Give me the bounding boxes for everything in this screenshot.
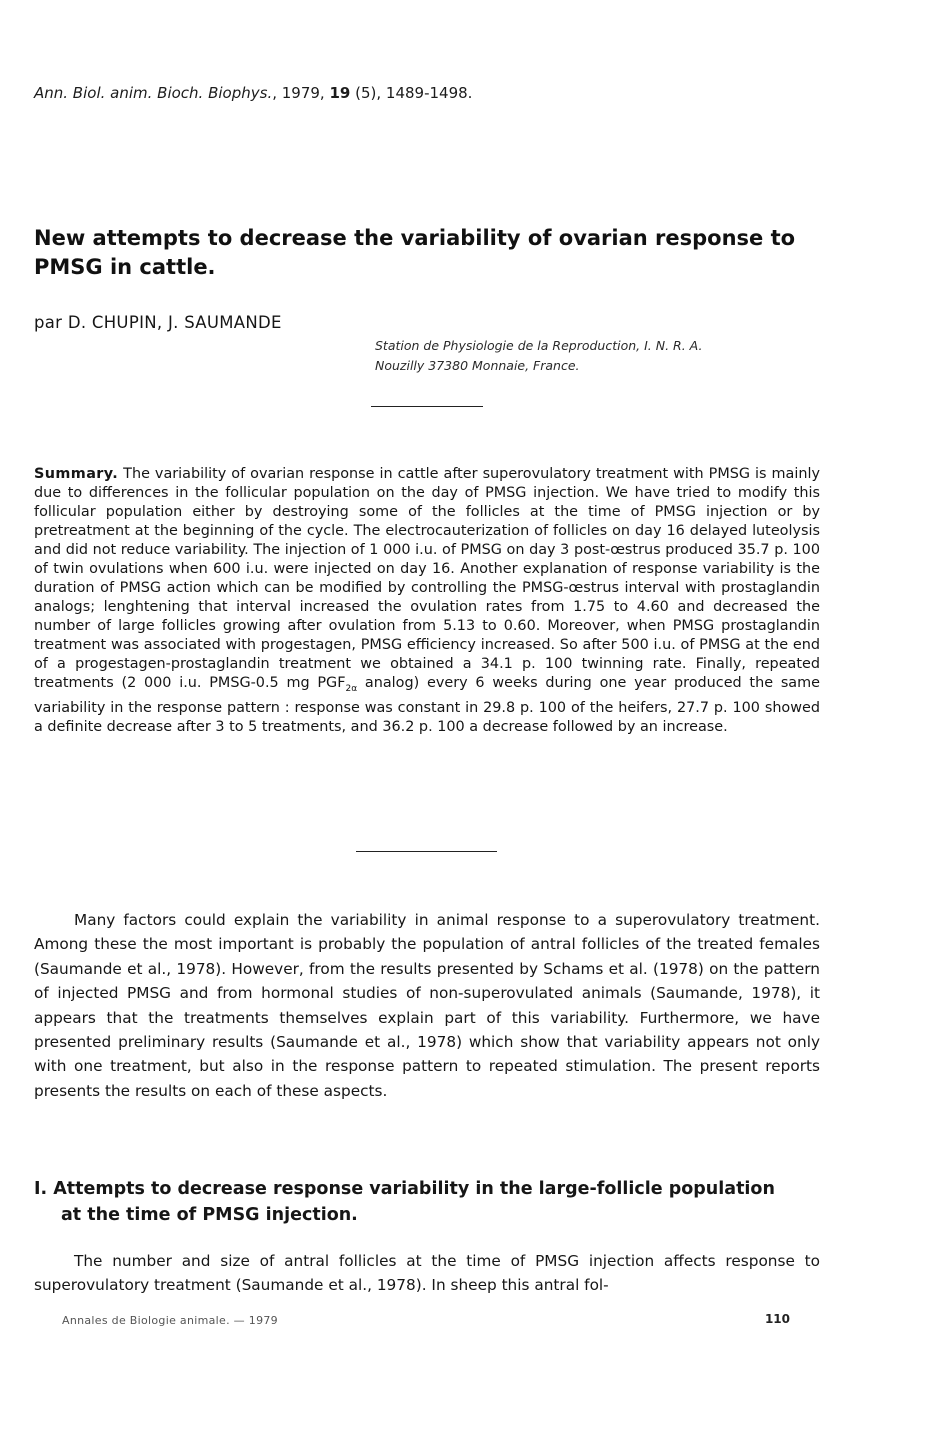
section-heading — [34, 1176, 834, 1228]
section-number: I. — [34, 1179, 48, 1199]
affiliation-line-1: Station de Physiologie de la Reproduction, I. N. R. A. — [375, 338, 703, 353]
summary-text-part1: The variability of ovarian response in cattle after superovulatory treatment with PMSG is mainly due to differences in the follicular population on the day of PMSG injection. We have tried to modify this follicular population either by destroying some of the follicles at the time of PMSG injection or by pretreatment at the beginning of the cycle. The electrocauterization of follicles on day 16 delayed luteolysis and did not reduce variability. The injection of 1 000 i.u. of PMSG on day 3 post-œstrus produced 35.7 p. 100 of twin ovulations when 600 i.u. were injected on day 16. Another explanation of response variability is the duration of PMSG action which can be modified by controlling the PMSG-œstrus interval with prostaglandin analogs; lenghtening that interval increased the ovulation rates from 1.75 to 4.60 and decreased the number of large follicles growing after ovulation from 5.13 to 0.60. Moreover, when PMSG prostaglandin treatment was associated with progestagen, PMSG efficiency increased. So after 500 i.u. of PMSG at the end of a progestagen-prostaglandin treatment we obtained a 34.1 p. 100 twinning rate. Finally, repeated treatments (2 000 i.u. PMSG-0.5 mg PGF — [34, 466, 820, 691]
summary-block — [34, 465, 820, 737]
section-heading-line-2: at the time of PMSG injection. — [61, 1205, 358, 1225]
article-authors: par D. CHUPIN, J. SAUMANDE — [34, 313, 282, 332]
journal-volume: 19 — [329, 84, 351, 102]
journal-reference — [34, 84, 634, 102]
section-heading-line-1: Attempts to decrease response variability in the large-follicle population — [53, 1179, 775, 1199]
separator-rule-bottom — [356, 851, 497, 852]
section-paragraph-text: The number and size of antral follicles at the time of PMSG injection affects response to superovulatory treatment (Saumande et al., 1978). In sheep this antral fol- — [34, 1252, 820, 1295]
journal-year: , 1979, — [272, 84, 330, 102]
section-paragraph — [34, 1249, 820, 1298]
journal-issue-pages: (5), 1489-1498. — [350, 84, 473, 102]
author-affiliation — [375, 336, 815, 376]
summary-subscript: 2α — [345, 683, 358, 694]
intro-paragraph-text: Many factors could explain the variability in animal response to a superovulatory treatment. Among these the most important is probably the population of antral follicles of the treated females (Saumande et al., 1978). However, from the results presented by Schams et al. (1978) on the pattern of injected PMSG and from hormonal studies of non-superovulated animals (Saumande, 1978), it appears that the treatments themselves explain part of this variability. Furthermore, we have presented preliminary results (Saumande et al., 1978) which show that variability appears not only with one treatment, but also in the response pattern to repeated stimulation. The present reports presents the results on each of these aspects. — [34, 911, 820, 1100]
summary-text-part2: analog) every 6 weeks during one year produced the same variability in the response pattern : response was constant in 29.8 p. 100 of the heifers, 27.7 p. 100 showed a definite decrease after 3 to 5 treatments, and 36.2 p. 100 a decrease followed by an increase. — [34, 675, 821, 735]
summary-label: Summary. — [34, 466, 119, 482]
affiliation-line-2: Nouzilly 37380 Monnaie, France. — [375, 358, 580, 373]
intro-paragraph — [34, 908, 820, 1103]
article-title: New attempts to decrease the variability of ovarian response to PMSG in cattle. — [34, 226, 796, 279]
footer-journal: Annales de Biologie animale. — 1979 — [62, 1314, 278, 1327]
separator-rule-top — [371, 406, 483, 407]
page-number: 110 — [764, 1312, 790, 1326]
journal-name: Ann. Biol. anim. Bioch. Biophys. — [34, 84, 273, 102]
